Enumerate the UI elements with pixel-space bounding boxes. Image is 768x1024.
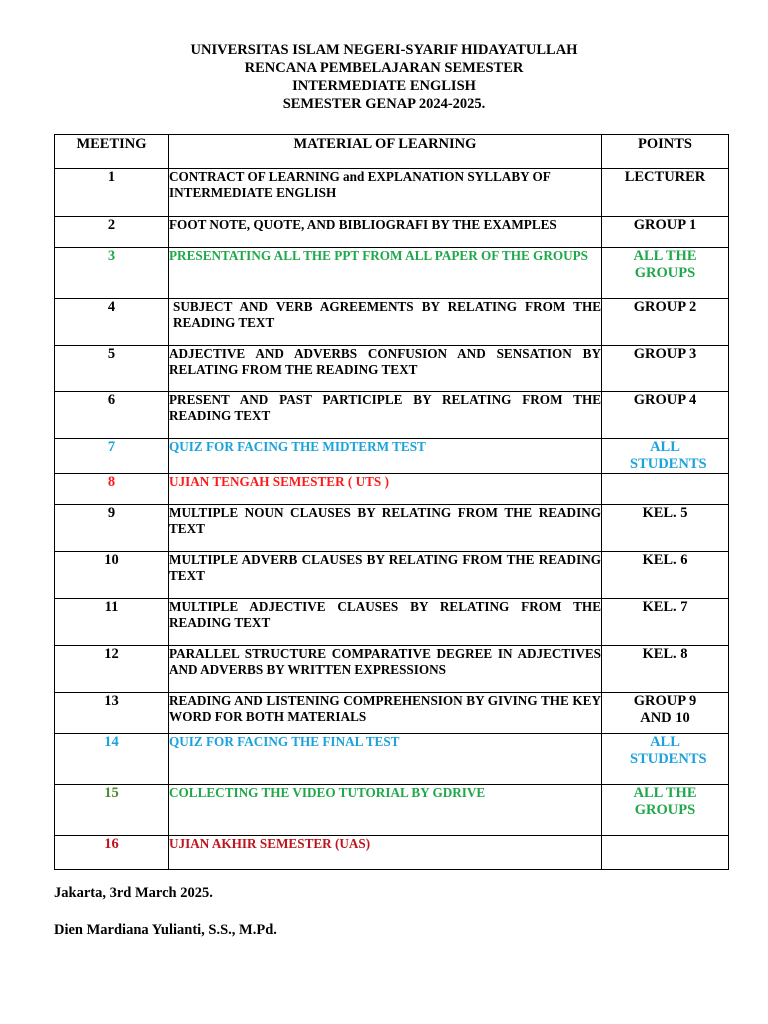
- meeting-number: 5: [55, 346, 169, 392]
- points-cell: ALL THE GROUPS: [602, 248, 729, 299]
- points-cell: ALL STUDENTS: [602, 734, 729, 785]
- meeting-number: 12: [55, 646, 169, 693]
- schedule-table: [54, 134, 729, 870]
- meeting-number: 10: [55, 552, 169, 599]
- material-cell: ADJECTIVE AND ADVERBS CONFUSION AND SENSATION BY RELATING FROM THE READING TEXT: [169, 346, 602, 392]
- course-name: INTERMEDIATE ENGLISH: [292, 78, 476, 94]
- material-cell: MULTIPLE ADJECTIVE CLAUSES BY RELATING FROM THE READING TEXT: [169, 599, 602, 646]
- table-row: [55, 217, 729, 248]
- points-cell: KEL. 6: [602, 552, 729, 599]
- points-cell: GROUP 4: [602, 392, 729, 439]
- document-header: [0, 41, 768, 113]
- table-row: [55, 734, 729, 785]
- material-cell: PRESENT AND PAST PARTICIPLE BY RELATING FROM THE READING TEXT: [169, 392, 602, 439]
- material-cell: MULTIPLE ADVERB CLAUSES BY RELATING FROM THE READING TEXT: [169, 552, 602, 599]
- place-date: Jakarta, 3rd March 2025.: [54, 885, 213, 901]
- points-cell: [602, 474, 729, 505]
- material-cell: READING AND LISTENING COMPREHENSION BY GIVING THE KEY WORD FOR BOTH MATERIALS: [169, 693, 602, 734]
- document-type: RENCANA PEMBELAJARAN SEMESTER: [244, 60, 524, 76]
- column-header-material: MATERIAL OF LEARNING: [169, 135, 602, 169]
- material-cell: QUIZ FOR FACING THE FINAL TEST: [169, 734, 602, 785]
- table-header-row: [55, 135, 729, 169]
- points-cell: KEL. 5: [602, 505, 729, 552]
- points-cell: ALL STUDENTS: [602, 439, 729, 474]
- university-name: UNIVERSITAS ISLAM NEGERI-SYARIF HIDAYATULLAH: [190, 42, 578, 58]
- points-cell: GROUP 2: [602, 299, 729, 346]
- meeting-number: 7: [55, 439, 169, 474]
- material-cell: MULTIPLE NOUN CLAUSES BY RELATING FROM THE READING TEXT: [169, 505, 602, 552]
- column-header-points: POINTS: [602, 135, 729, 169]
- meeting-number: 6: [55, 392, 169, 439]
- material-cell: COLLECTING THE VIDEO TUTORIAL BY GDRIVE: [169, 785, 602, 836]
- meeting-number: 3: [55, 248, 169, 299]
- meeting-number: 1: [55, 169, 169, 217]
- semester-label: SEMESTER GENAP 2024-2025.: [282, 96, 486, 112]
- points-cell: KEL. 7: [602, 599, 729, 646]
- meeting-number: 4: [55, 299, 169, 346]
- points-cell: LECTURER: [602, 169, 729, 217]
- material-cell: QUIZ FOR FACING THE MIDTERM TEST: [169, 439, 602, 474]
- material-cell: CONTRACT OF LEARNING and EXPLANATION SYLLABY OF INTERMEDIATE ENGLISH: [169, 169, 602, 217]
- material-cell: PARALLEL STRUCTURE COMPARATIVE DEGREE IN ADJECTIVES AND ADVERBS BY WRITTEN EXPRESSIONS: [169, 646, 602, 693]
- points-cell: KEL. 8: [602, 646, 729, 693]
- meeting-number: 14: [55, 734, 169, 785]
- table-row: [55, 299, 729, 346]
- table-row: [55, 392, 729, 439]
- material-cell: PRESENTATING ALL THE PPT FROM ALL PAPER OF THE GROUPS: [169, 248, 602, 299]
- table-row: [55, 169, 729, 217]
- material-cell: UJIAN TENGAH SEMESTER ( UTS ): [169, 474, 602, 505]
- table-row: [55, 248, 729, 299]
- material-cell: SUBJECT AND VERB AGREEMENTS BY RELATING FROM THE READING TEXT: [169, 299, 602, 346]
- material-cell: UJIAN AKHIR SEMESTER (UAS): [169, 836, 602, 870]
- meeting-number: 16: [55, 836, 169, 870]
- meeting-number: 8: [55, 474, 169, 505]
- meeting-number: 11: [55, 599, 169, 646]
- table-row: [55, 836, 729, 870]
- points-cell: GROUP 1: [602, 217, 729, 248]
- table-row: [55, 346, 729, 392]
- signatory-name: Dien Mardiana Yulianti, S.S., M.Pd.: [54, 922, 277, 938]
- points-cell: GROUP 9 AND 10: [602, 693, 729, 734]
- table-row: [55, 646, 729, 693]
- table-row: [55, 505, 729, 552]
- table-row: [55, 439, 729, 474]
- material-cell: FOOT NOTE, QUOTE, AND BIBLIOGRAFI BY THE EXAMPLES: [169, 217, 602, 248]
- table-row: [55, 693, 729, 734]
- meeting-number: 15: [55, 785, 169, 836]
- table-row: [55, 552, 729, 599]
- points-cell: GROUP 3: [602, 346, 729, 392]
- table-row: [55, 474, 729, 505]
- column-header-meeting: MEETING: [55, 135, 169, 169]
- meeting-number: 13: [55, 693, 169, 734]
- points-cell: [602, 836, 729, 870]
- table-row: [55, 785, 729, 836]
- table-row: [55, 599, 729, 646]
- meeting-number: 2: [55, 217, 169, 248]
- meeting-number: 9: [55, 505, 169, 552]
- points-cell: ALL THE GROUPS: [602, 785, 729, 836]
